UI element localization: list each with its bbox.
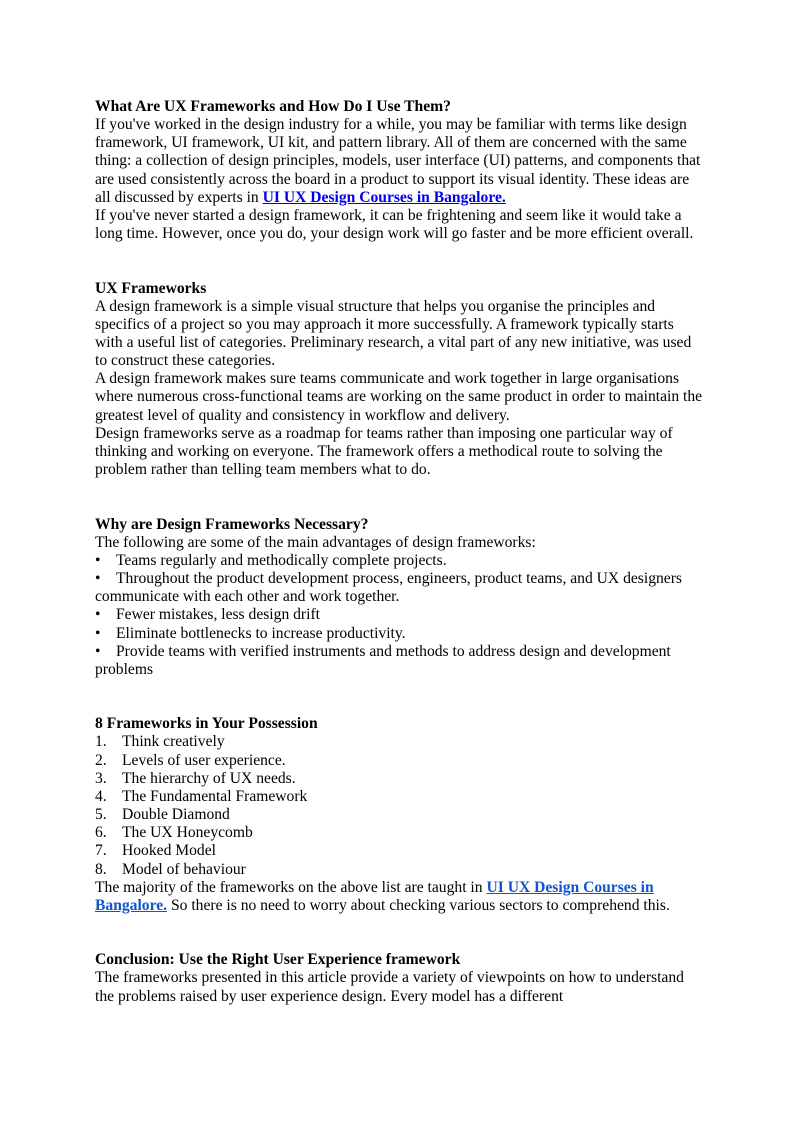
advantages-intro: The following are some of the main advantages of design frameworks: (95, 533, 536, 551)
section-conclusion (95, 951, 705, 1005)
bullet-icon: • (95, 624, 101, 642)
section-eight-frameworks (95, 715, 705, 915)
spacer (95, 679, 705, 715)
bullet-icon: • (95, 606, 101, 624)
bullet-icon: • (95, 570, 101, 588)
section-ux-frameworks (95, 280, 705, 480)
numbered-item: 6. The UX Honeycomb (95, 824, 253, 842)
bullet-icon: • (95, 642, 101, 660)
spacer (95, 243, 705, 279)
bullet-item: • Eliminate bottlenecks to increase productivity. (95, 624, 406, 642)
numbered-item: 5. Double Diamond (95, 806, 230, 824)
numbered-item: 4. The Fundamental Framework (95, 787, 308, 805)
section-why-necessary (95, 516, 705, 679)
list-number: 5. (95, 806, 107, 824)
spacer (95, 479, 705, 515)
numbered-item: 8. Model of behaviour (95, 860, 246, 878)
list-number: 4. (95, 787, 107, 805)
list-number: 1. (95, 733, 107, 751)
ui-ux-courses-link[interactable]: UI UX Design Courses in Bangalore. (262, 188, 506, 206)
heading-eight-frameworks: 8 Frameworks in Your Possession (95, 715, 318, 733)
bullet-item: • Fewer mistakes, less design drift (95, 606, 320, 624)
ui-ux-courses-link-2[interactable]: UI UX Design Courses in Bangalore. (95, 878, 654, 914)
frameworks-closing-paragraph: The majority of the frameworks on the above list are taught in UI UX Design Courses in Bangalore. So there is no need to worry about checking various sectors to comprehend this. (95, 878, 670, 914)
bullet-icon: • (95, 551, 101, 569)
numbered-item: 1. Think creatively (95, 733, 225, 751)
section-intro (95, 98, 705, 243)
intro-paragraph-2: If you've never started a design framework, it can be frightening and seem like it would take a long time. However, once you do, your design work will go faster and be more efficient overall. (95, 206, 694, 243)
bullet-item: • Throughout the product development process, engineers, product teams, and UX designers communicate with each other and work together. (95, 570, 682, 606)
ux-frameworks-paragraph-2: A design framework makes sure teams communicate and work together in large organisations where numerous cross-functional teams are working on the same product in order to maintain the greatest level of quality and consistency in workflow and delivery. (95, 370, 703, 424)
intro-paragraph-1 (95, 116, 705, 207)
list-number: 6. (95, 824, 107, 842)
conclusion-paragraph: The frameworks presented in this article provide a variety of viewpoints on how to understand the problems raised by user experience design. Every model has a different (95, 969, 684, 1005)
ux-frameworks-paragraph-1: A design framework is a simple visual structure that helps you organise the principles and specifics of a project so you may approach it more successfully. A framework typically starts with a useful list of categories. Preliminary research, a vital part of any new initiative, was used to construct these categories. (95, 297, 692, 370)
ux-frameworks-paragraph-3: Design frameworks serve as a roadmap for teams rather than imposing one particular way of thinking and working on everyone. The framework offers a methodical route to solving the problem rather than telling team members what to do. (95, 424, 673, 479)
list-number: 7. (95, 842, 107, 860)
list-number: 2. (95, 751, 107, 769)
numbered-item: 7. Hooked Model (95, 842, 216, 860)
heading-ux-frameworks: UX Frameworks (95, 279, 207, 297)
heading-why-necessary: Why are Design Frameworks Necessary? (95, 515, 369, 533)
numbered-item: 2. Levels of user experience. (95, 751, 286, 769)
bullet-item: • Provide teams with verified instruments and methods to address design and development problems (95, 642, 671, 678)
document-page (95, 98, 705, 1006)
heading-what-are-ux-frameworks: What Are UX Frameworks and How Do I Use Them? (95, 98, 451, 115)
heading-conclusion: Conclusion: Use the Right User Experience framework (95, 951, 461, 969)
bullet-item: • Teams regularly and methodically complete projects. (95, 551, 447, 569)
list-number: 3. (95, 769, 107, 787)
numbered-item: 3. The hierarchy of UX needs. (95, 769, 296, 787)
spacer (95, 915, 705, 951)
list-number: 8. (95, 860, 107, 878)
intro-text: If you've worked in the design industry for a while, you may be familiar with terms like design framework, UI framework, UI kit, and pattern library. All of them are concerned with the same thing: a collection of design principles, models, user interface (UI) patterns, and components that are used consistently across the board in a product to support its visual identity. These ideas are all discussed by experts in (95, 116, 701, 206)
